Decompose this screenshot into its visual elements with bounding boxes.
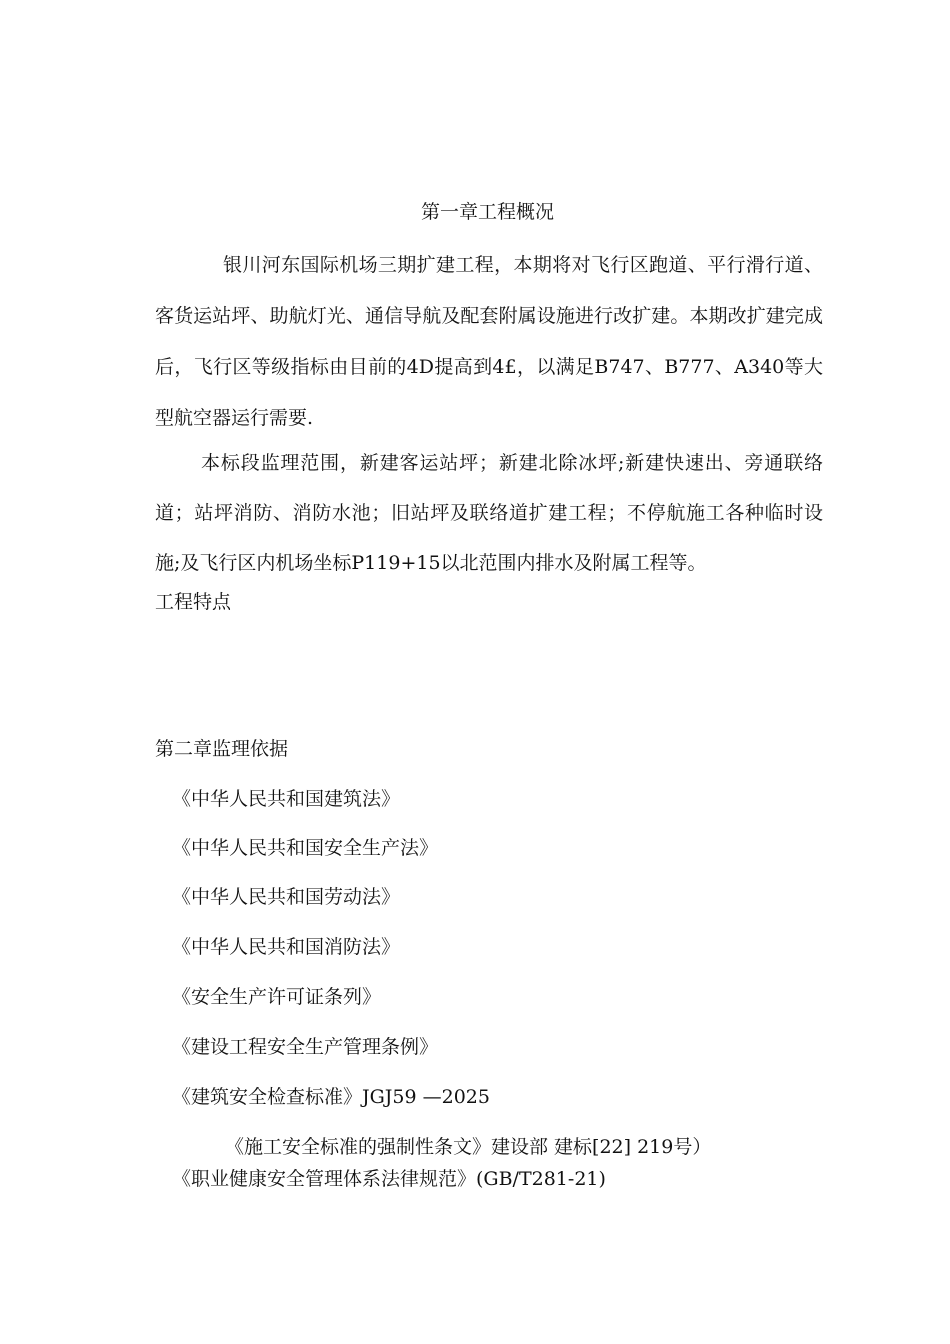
supervision-scope-paragraph: 本标段监理范围，新建客运站坪；新建北除冰坪;新建快速出、旁通联络道；站坪消防、消防水池；旧站坪及联络道扩建工程；不停航施工各种临时设施;及飞行区内机场坐标P119+15以北范围内排水及附属工程等。	[155, 452, 823, 574]
reference-item: 《建设工程安全生产管理条例》	[172, 1036, 439, 1058]
reference-item: 《中华人民共和国劳动法》	[172, 886, 401, 908]
project-features-heading: 工程特点	[155, 591, 232, 613]
chapter-2-title: 第二章监理依据	[155, 738, 289, 760]
reference-item: 《施工安全标准的强制性条文》建设部 建标[22] 219号）	[225, 1136, 712, 1158]
project-overview-paragraph: 银川河东国际机场三期扩建工程，本期将对飞行区跑道、平行滑行道、客货运站坪、助航灯光、通信导航及配套附属设施进行改扩建。本期改扩建完成后，飞行区等级指标由目前的4D提高到4£，以满足B747、B777、A340等大型航空器运行需要.	[155, 254, 823, 429]
reference-item: 《建筑安全检查标准》JGJ59 —2025	[172, 1086, 490, 1108]
reference-item: 《中华人民共和国消防法》	[172, 936, 401, 958]
reference-item: 《中华人民共和国建筑法》	[172, 788, 401, 810]
chapter-1-title: 第一章工程概况	[420, 201, 554, 223]
reference-item: 《中华人民共和国安全生产法》	[172, 837, 439, 859]
reference-item: 《职业健康安全管理体系法律规范》(GB/T281-21)	[172, 1168, 606, 1190]
reference-item: 《安全生产许可证条列》	[172, 986, 382, 1008]
